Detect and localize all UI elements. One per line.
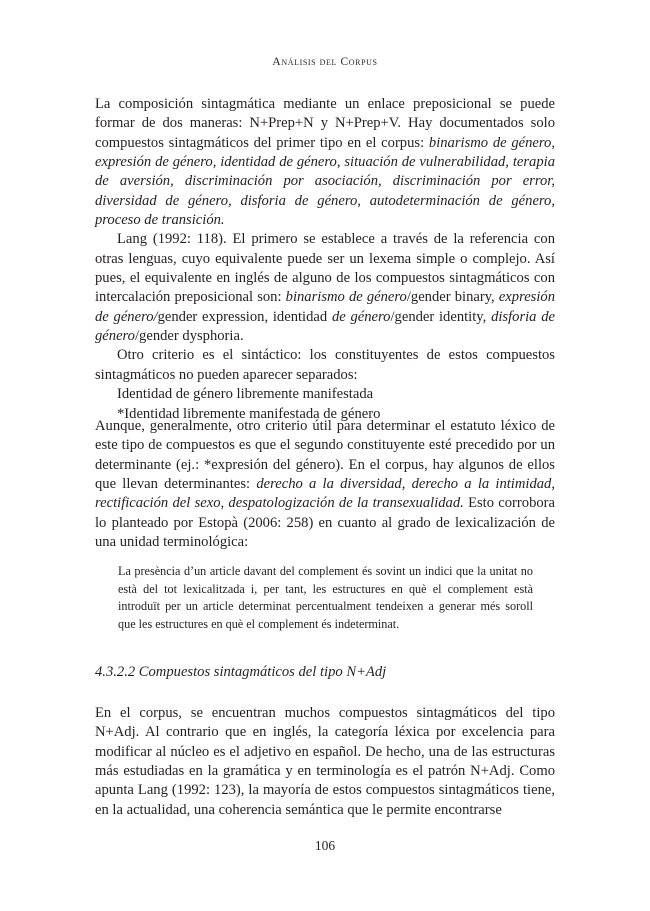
determiner-text-c: Esto corrobora lo planteado por Estopà (2006: 258) en cuanto al grado de lexicalización de una unidad terminológica: [95, 495, 556, 551]
lang-text-a: Lang (1992: 118). El primero se establece a través de la referencia con otras lenguas, cuyo equivalente puede ser un lexema simple o complejo. Así pues, el equivalente en inglés de alguno de los compuestos sintagmáticos con intercalación preposicional son: [95, 231, 555, 306]
text-block-3 [95, 704, 555, 820]
lang-text-h: disforia de género [95, 308, 556, 345]
lang-text-g: /gender identity, [390, 308, 492, 325]
text-block-1 [95, 95, 555, 424]
paragraph-determiner [95, 417, 555, 552]
block-quote: La presència d’un article davant del complement és sovint un indici que la unitat no està del tot lexicalitzada i, per tant, les estructures en què el complement està introduït per un article determinat percentualment tendeixen a generar més soroll que les estructures en què el complement és indeterminat. [118, 564, 533, 631]
lang-text-c: /gender binary, [406, 289, 499, 306]
paragraph-composition-examples: binarismo de género, expresión de género, identidad de género, situación de vulnerabilidad, terapia de aversión, discriminación por asociación, discriminación por error, diversidad de género, disforia de género, autodeterminación de género, proceso de transición. [95, 134, 555, 229]
paragraph-composition [95, 95, 555, 230]
lang-text-b: binarismo de género [285, 289, 407, 306]
text-block-2 [95, 417, 555, 552]
example-1: Identidad de género libremente manifestada [117, 386, 374, 403]
running-head: Análisis del Corpus [272, 56, 378, 68]
section-heading: 4.3.2.2 Compuestos sintagmáticos del tipo N+Adj [95, 664, 387, 680]
lang-text-d: expresión de género/ [95, 289, 556, 325]
determiner-text-a: Aunque, generalmente, otro criterio útil para determinar el estatuto léxico de este tipo de compuestos es que el segundo constituyente esté precedido por un determinante (ej.: *expresión del género). En el corpus, hay algunos de ellos que llevan determinantes: [95, 418, 555, 493]
lang-text-i: /gender dysphoria. [134, 328, 244, 345]
lang-text-e: gender expression, identidad [157, 308, 332, 325]
page-number: 106 [314, 838, 336, 853]
determiner-examples: derecho a la diversidad, derecho a la intimidad, rectificación del sexo, despatologización de la transexualidad. [95, 476, 555, 512]
example-2: *Identidad libremente manifestada de género [117, 405, 381, 422]
paragraph-syntactic: Otro criterio es el sintáctico: los constituyentes de estos compuestos sintagmáticos no pueden aparecer separados: [95, 347, 555, 383]
paragraph-lang [95, 230, 555, 346]
paragraph-n-adj: En el corpus, se encuentran muchos compuestos sintagmáticos del tipo N+Adj. Al contrario que en inglés, la categoría léxica por excelencia para modificar al núcleo es el adjetivo en español. De hecho, una de las estructuras más estudiadas en la gramática y en terminología es el patrón N+Adj. Como apunta Lang (1992: 123), la mayoría de estos compuestos sintagmáticos tiene, en la actualidad, una coherencia semántica que le permite encontrarse [95, 705, 555, 818]
paragraph-composition-text: La composición sintagmática mediante un enlace preposicional se puede formar de dos maneras: N+Prep+N y N+Prep+V. Hay documentados solo compuestos sintagmáticos del primer tipo en el corpus: [95, 96, 555, 151]
lang-text-f: de género [331, 308, 391, 325]
